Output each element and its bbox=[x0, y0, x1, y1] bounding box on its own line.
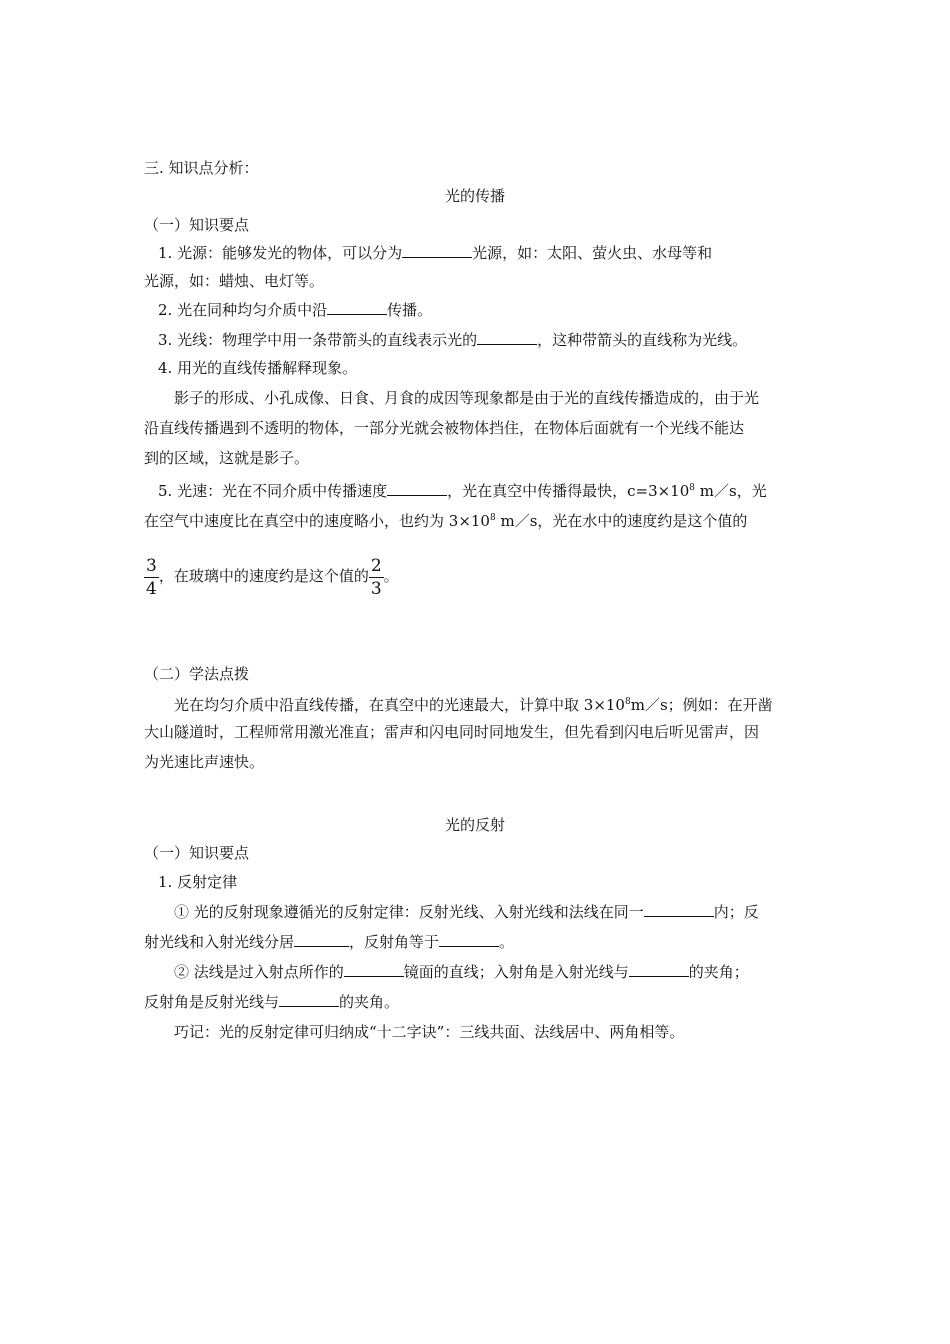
item-4: 4. 用光的直线传播解释现象。 bbox=[158, 359, 358, 377]
fill-blank bbox=[294, 932, 349, 947]
fill-blank bbox=[644, 902, 714, 917]
item-3: 3. 光线：物理学中用一条带箭头的直线表示光的 ，这种带箭头的直线称为光线。 bbox=[158, 331, 748, 349]
fill-blank bbox=[327, 300, 387, 315]
item-5-line-2: 在空气中速度比在真空中的速度略小，也约为 $3\times 10^8$ m／s，光在水中的速度约是这个值的 bbox=[144, 512, 748, 530]
fill-blank bbox=[629, 962, 689, 977]
reflection-law-1-line-1: ① 光的反射现象遵循光的反射定律：反射光线、入射光线和法线在同一 内；反 bbox=[174, 903, 759, 921]
shadow-paragraph-line-1: 影子的形成、小孔成像、日食、月食的成因等现象都是由于光的直线传播造成的，由于光 bbox=[174, 389, 760, 407]
subheading-key-points: （一）知识要点 bbox=[144, 216, 250, 234]
fill-blank bbox=[477, 330, 537, 345]
method-paragraph-line-1: 光在均匀介质中沿直线传播，在真空中的光速最大，计算中取 $3\times 10^8m/s$；例如：在开凿 bbox=[174, 696, 773, 714]
mnemonic-tip: 巧记：光的反射定律可归纳成“十二字诀”：三线共面、法线居中、两角相等。 bbox=[174, 1023, 685, 1041]
shadow-paragraph-line-3: 到的区域，这就是影子。 bbox=[144, 449, 310, 467]
fraction-line: $\frac{3}{4}$ ，在玻璃中的速度约是这个值的 $\frac{2}{3}$ 。 bbox=[146, 555, 399, 599]
subheading-method-tips: （二）学法点拨 bbox=[144, 665, 250, 683]
item-1-line-2: 光源，如：蜡烛、电灯等。 bbox=[144, 272, 325, 290]
fraction-two-thirds: $\frac{2}{3}$ bbox=[370, 555, 382, 599]
title-light-reflection: 光的反射 bbox=[444, 816, 505, 834]
section-heading: 三. 知识点分析： bbox=[144, 159, 259, 177]
reflection-law-2-line-2: 反射角是反射光线与 的夹角。 bbox=[144, 993, 400, 1011]
item-5-line-1: 5. 光速：光在不同介质中传播速度 ，光在真空中传播得最快，$c=3\times 10^8$ m／s，光 bbox=[158, 482, 767, 500]
item-2: 2. 光在同种均匀介质中沿 传播。 bbox=[158, 301, 433, 319]
subheading-key-points-2: （一）知识要点 bbox=[144, 844, 250, 862]
title-light-propagation: 光的传播 bbox=[444, 187, 505, 205]
shadow-paragraph-line-2: 沿直线传播遇到不透明的物体，一部分光就会被物体挡住，在物体后面就有一个光线不能达 bbox=[144, 419, 745, 437]
fraction-three-quarters: $\frac{3}{4}$ bbox=[146, 555, 157, 599]
fill-blank bbox=[439, 932, 499, 947]
fill-blank bbox=[344, 962, 404, 977]
fill-blank bbox=[279, 992, 339, 1007]
fill-blank bbox=[387, 481, 447, 496]
reflection-law-1-line-2: 射光线和入射光线分居 ，反射角等于 。 bbox=[144, 933, 515, 951]
fill-blank bbox=[402, 243, 472, 258]
item-1-line-1: 1. 光源：能够发光的物体，可以分为 光源，如：太阳、萤火虫、水母等和 bbox=[158, 244, 713, 262]
reflection-law-2-line-1: ② 法线是过入射点所作的 镜面的直线；入射角是入射光线与 的夹角； bbox=[174, 963, 749, 981]
reflection-item-1: 1. 反射定律 bbox=[158, 873, 238, 891]
method-paragraph-line-3: 为光速比声速快。 bbox=[144, 753, 265, 771]
method-paragraph-line-2: 大山隧道时，工程师常用激光准直；雷声和闪电同时同地发生，但先看到闪电后听见雷声，因 bbox=[144, 723, 760, 741]
